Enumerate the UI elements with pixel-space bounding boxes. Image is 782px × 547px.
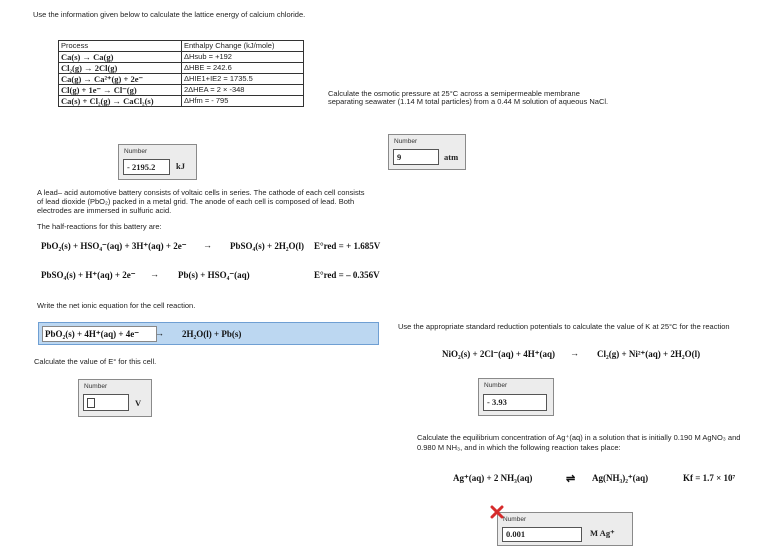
process-cell: Ca(s) → Ca(g) [59, 52, 182, 63]
process-cell: Cl(g) + 1e⁻ → Cl⁻(g) [59, 85, 182, 96]
table-row [59, 85, 304, 96]
half-reaction-2-potential: E°red = – 0.356V [314, 270, 380, 280]
unit-label: V [135, 398, 142, 408]
net-equation-products: 2H₂O(l) + Pb(s) [182, 329, 242, 339]
process-cell: Ca(s) + Cl₂(g) → CaCl₂(s) [59, 96, 182, 107]
number-label: Number [503, 516, 527, 523]
q4-instruction: Use the appropriate standard reduction potentials to calculate the value of K at 25°C for the reaction [398, 322, 730, 331]
unit-label: kJ [176, 161, 185, 171]
equilibrium-constant-input[interactable]: - 3.93 [483, 394, 547, 411]
enthalpy-cell: 2ΔHEA = 2 × -348 [182, 85, 304, 96]
net-equation-prompt: Write the net ionic equation for the cell reaction. [37, 301, 196, 310]
cell-potential-input[interactable] [83, 394, 129, 411]
q5-reactants: Ag⁺(aq) + 2 NH₃(aq) [453, 473, 533, 483]
enthalpy-cell: ΔHsub = +192 [182, 52, 304, 63]
table-header-process: Process [59, 41, 182, 52]
q5-instruction-line2: 0.980 M NH₃, and in which the following reaction takes place: [417, 443, 621, 452]
arrow-icon: → [570, 348, 579, 358]
q3-answer-box [78, 379, 152, 417]
incorrect-x-icon [490, 505, 504, 519]
q1-answer-box [118, 144, 197, 180]
equilibrium-arrow-icon: ⇌ [566, 473, 576, 485]
table-header-enthalpy: Enthalpy Change (kJ/mole) [182, 41, 304, 52]
arrow-icon: → [150, 269, 159, 279]
unit-label: M Ag⁺ [590, 528, 615, 538]
q3-paragraph-line1: A lead– acid automotive battery consists of voltaic cells in series. The cathode of each cell consists [37, 188, 365, 197]
half-reactions-intro: The half-reactions for this battery are: [37, 222, 162, 231]
osmotic-pressure-input[interactable]: 9 [393, 149, 439, 165]
process-cell: Cl₂(g) → 2Cl(g) [59, 63, 182, 74]
q5-instruction-line1: Calculate the equilibrium concentration of Ag⁺(aq) in a solution that is initially 0.190 M AgNO₃ and [417, 433, 741, 442]
q5-products: Ag(NH₃)₂⁺(aq) [592, 473, 649, 483]
q2-answer-box [388, 134, 466, 170]
half-reaction-2-reactants: PbSO₄(s) + H⁺(aq) + 2e⁻ [41, 270, 136, 280]
q1-instruction: Use the information given below to calculate the lattice energy of calcium chloride. [33, 10, 306, 19]
q2-instruction-line1: Calculate the osmotic pressure at 25°C across a semipermeable membrane [328, 89, 580, 98]
number-label: Number [84, 383, 108, 390]
number-label: Number [484, 382, 508, 389]
enthalpy-cell: ΔHBE = 242.6 [182, 63, 304, 74]
half-reaction-1-reactants: PbO₂(s) + HSO₄⁻(aq) + 3H⁺(aq) + 2e⁻ [41, 241, 187, 251]
half-reaction-1-products: PbSO₄(s) + 2H₂O(l) [230, 241, 305, 251]
process-cell: Ca(g) → Ca²⁺(g) + 2e⁻ [59, 74, 182, 85]
unit-label: atm [444, 152, 459, 162]
lattice-energy-input[interactable]: - 2195.2 [123, 159, 170, 175]
cell-potential-prompt: Calculate the value of E° for this cell. [34, 357, 157, 366]
number-label: Number [124, 148, 148, 155]
enthalpy-cell: ΔHIE1+IE2 = 1735.5 [182, 74, 304, 85]
half-reaction-1-potential: E°red = + 1.685V [314, 241, 381, 251]
q4-reactants: NiO₂(s) + 2Cl⁻(aq) + 4H⁺(aq) [442, 349, 555, 359]
process-table [58, 40, 304, 107]
number-label: Number [394, 138, 418, 145]
net-equation-reactants: PbO₂(s) + 4H⁺(aq) + 4e⁻ [45, 329, 139, 339]
q4-products: Cl₂(g) + Ni²⁺(aq) + 2H₂O(l) [597, 349, 701, 359]
net-equation-answer-field[interactable] [38, 322, 379, 345]
half-reaction-2-products: Pb(s) + HSO₄⁻(aq) [178, 270, 250, 280]
arrow-icon: → [155, 328, 164, 338]
silver-concentration-input[interactable]: 0.001 [502, 527, 582, 542]
enthalpy-cell: ΔHfm = - 795 [182, 96, 304, 107]
q4-answer-box [478, 378, 554, 416]
text-cursor-icon [87, 398, 95, 408]
table-row [59, 96, 304, 107]
q3-paragraph-line3: electrodes are immersed in sulfuric acid. [37, 206, 172, 215]
table-row [59, 74, 304, 85]
table-row [59, 52, 304, 63]
table-row [59, 63, 304, 74]
formation-constant: Kf = 1.7 × 10⁷ [683, 473, 736, 483]
q5-answer-box [497, 512, 633, 546]
q3-paragraph-line2: of lead dioxide (PbO₂) packed in a metal grid. The anode of each cell is composed of lead. Both [37, 197, 355, 206]
arrow-icon: → [203, 240, 212, 250]
q2-instruction-line2: separating seawater (1.14 M total particles) from a 0.44 M solution of aqueous NaCl. [328, 97, 609, 106]
